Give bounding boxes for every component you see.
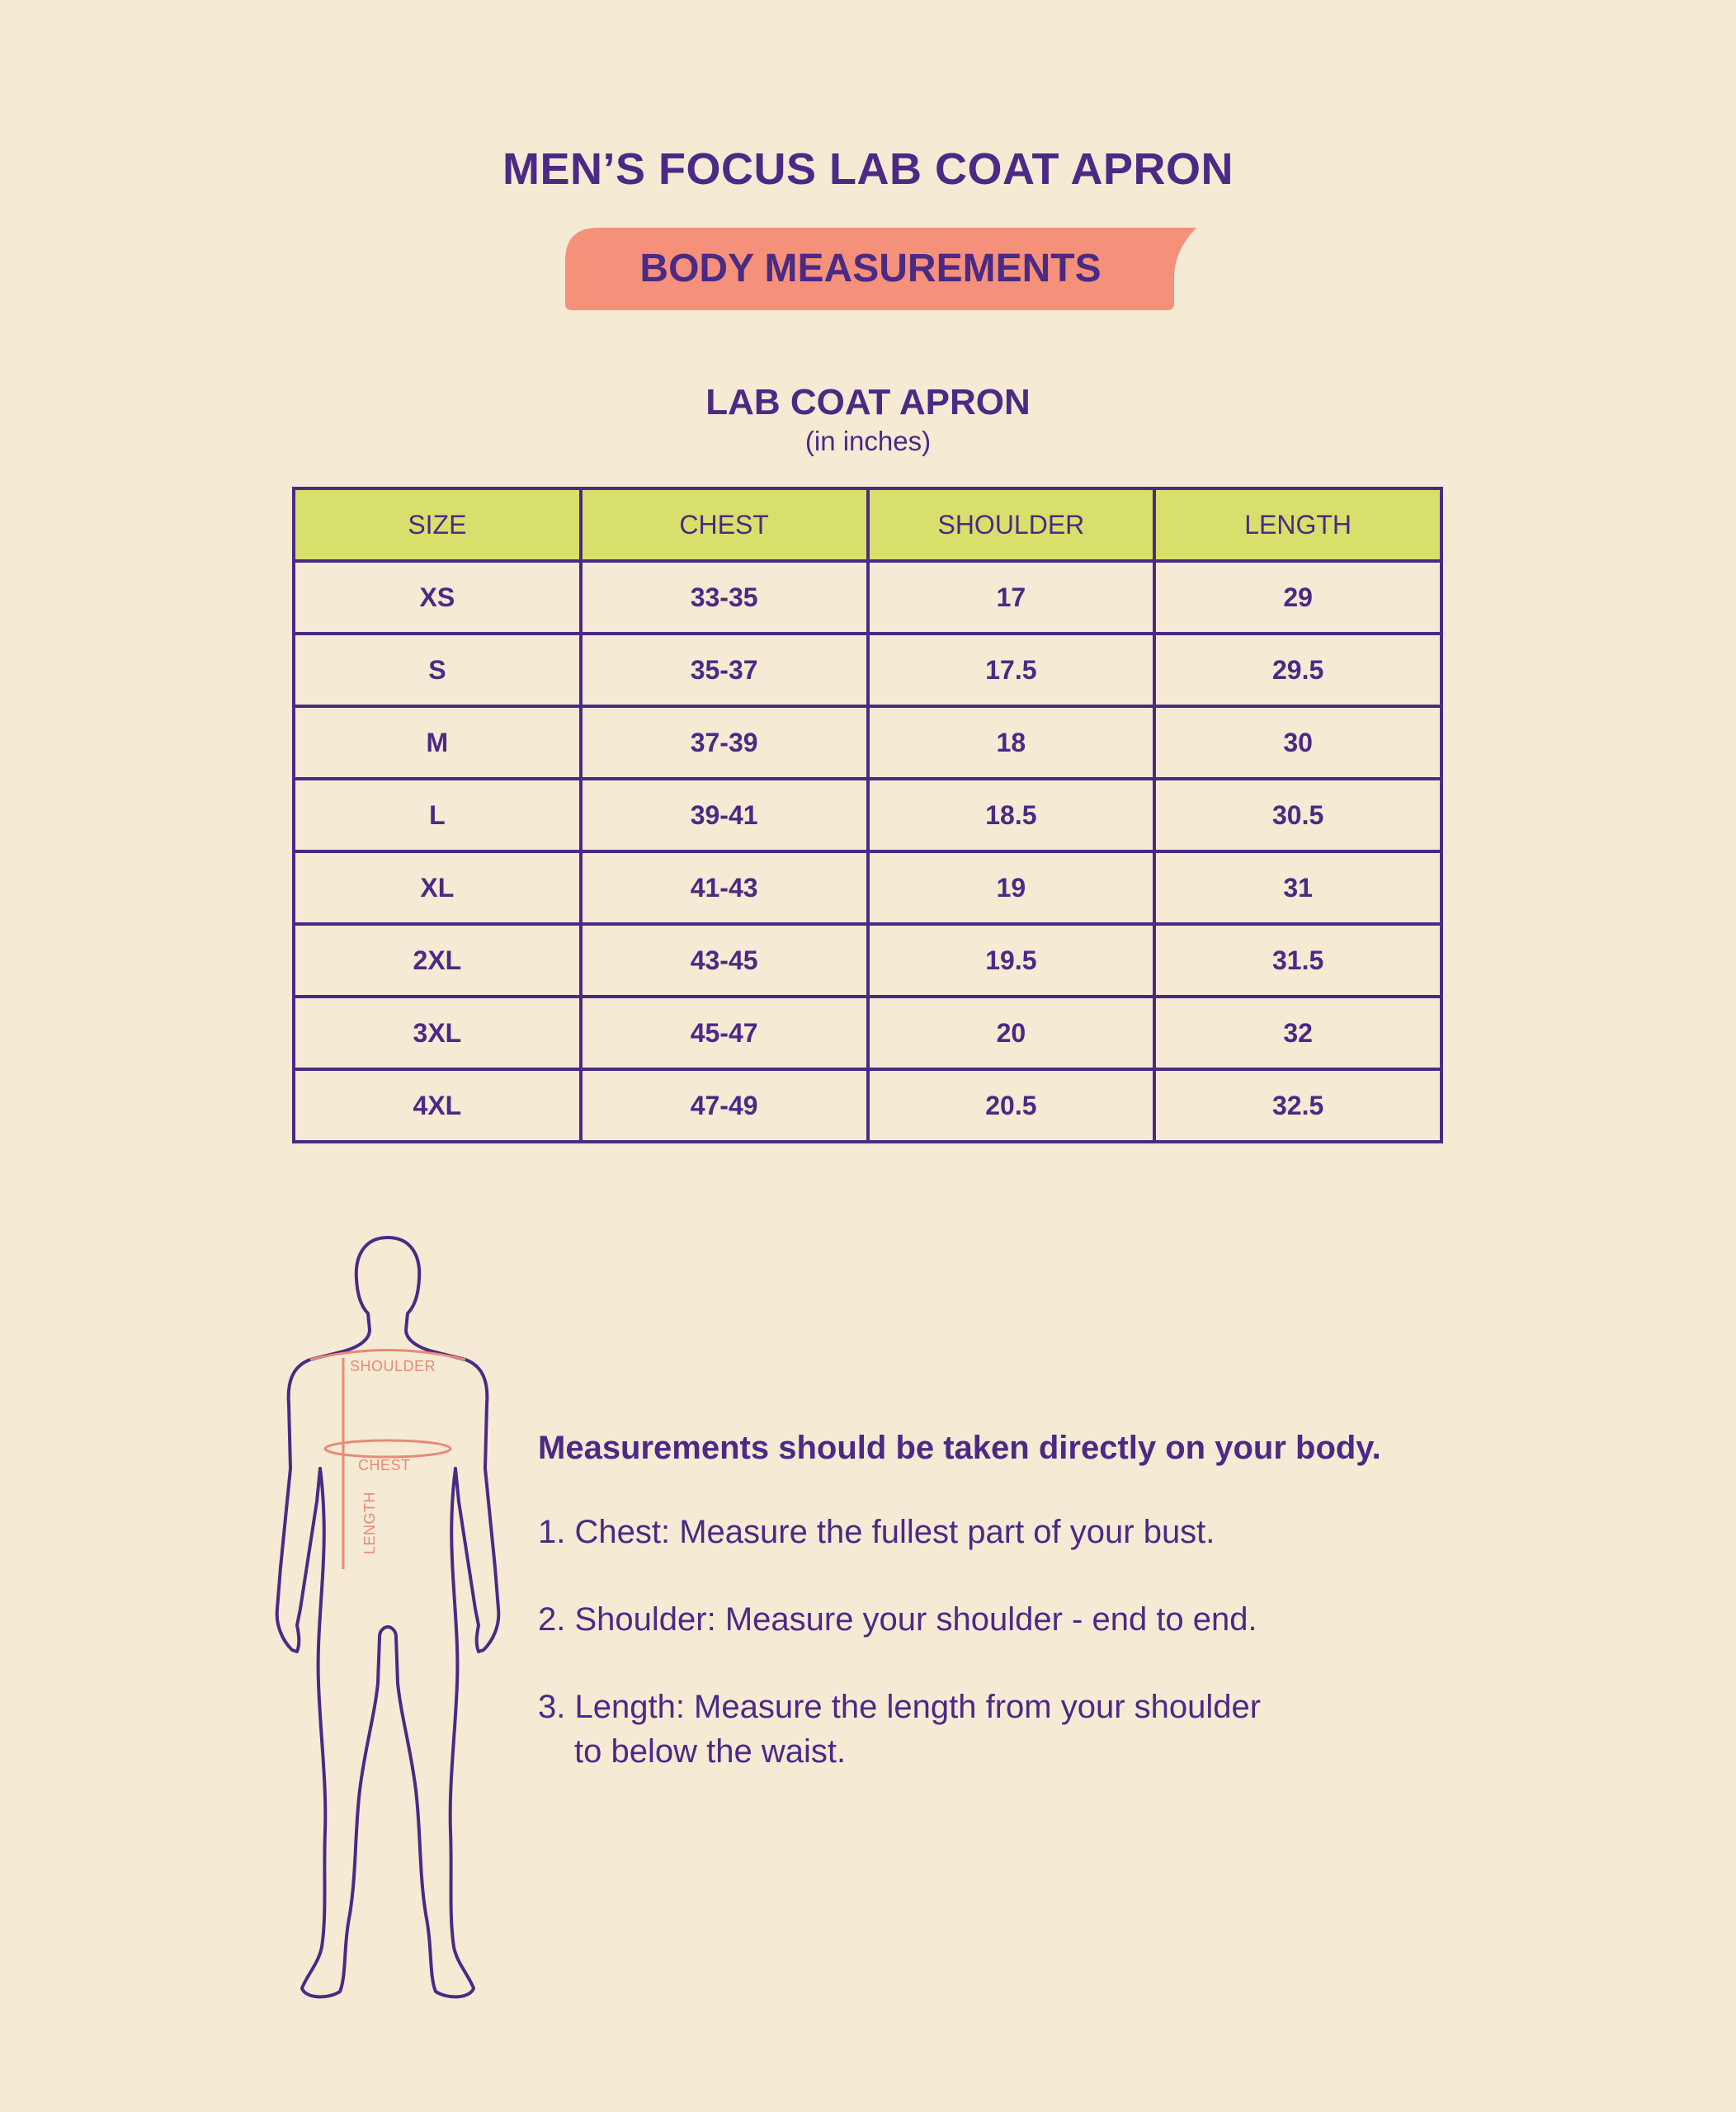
- column-header-chest: CHEST: [581, 488, 868, 561]
- table-row: [294, 1069, 1441, 1142]
- instructions-heading: Measurements should be taken directly on your body.: [538, 1430, 1381, 1466]
- size-chart-table: [292, 487, 1443, 1143]
- chest-cell: 45-47: [581, 997, 868, 1069]
- instruction-length-line1: 3. Length: Measure the length from your shoulder: [538, 1689, 1262, 1725]
- chest-label: CHEST: [358, 1457, 411, 1473]
- chest-cell: 33-35: [581, 561, 868, 634]
- table-row: [294, 779, 1441, 851]
- length-cell: 30: [1154, 706, 1441, 779]
- size-cell: XL: [294, 851, 581, 924]
- length-cell: 32.5: [1154, 1069, 1441, 1142]
- table-row: [294, 924, 1441, 997]
- chest-cell: 43-45: [581, 924, 868, 997]
- length-cell: 31.5: [1154, 924, 1441, 997]
- table-row: [294, 561, 1441, 634]
- instruction-length: [538, 1685, 1569, 1774]
- size-cell: M: [294, 706, 581, 779]
- chest-cell: 41-43: [581, 851, 868, 924]
- column-header-length: LENGTH: [1154, 488, 1441, 561]
- chest-cell: 35-37: [581, 634, 868, 706]
- size-cell: XS: [294, 561, 581, 634]
- shoulder-cell: 19: [868, 851, 1155, 924]
- shoulder-cell: 17.5: [868, 634, 1155, 706]
- shoulder-label: SHOULDER: [350, 1358, 436, 1374]
- chest-cell: 37-39: [581, 706, 868, 779]
- instruction-chest: 1. Chest: Measure the fullest part of your bust.: [538, 1514, 1215, 1550]
- body-figure: [264, 1221, 512, 2013]
- table-header-row: [294, 488, 1441, 561]
- table-row: [294, 997, 1441, 1069]
- column-header-shoulder: SHOULDER: [868, 488, 1155, 561]
- shoulder-cell: 20.5: [868, 1069, 1155, 1142]
- size-cell: S: [294, 634, 581, 706]
- chest-cell: 47-49: [581, 1069, 868, 1142]
- instruction-shoulder: 2. Shoulder: Measure your shoulder - end to end.: [538, 1601, 1257, 1638]
- shoulder-cell: 18.5: [868, 779, 1155, 851]
- size-cell: 4XL: [294, 1069, 581, 1142]
- section-banner: [565, 228, 1201, 310]
- table-subtitle: (in inches): [804, 426, 932, 456]
- column-header-size: SIZE: [294, 488, 581, 561]
- banner-label: BODY MEASUREMENTS: [639, 247, 1102, 290]
- chest-cell: 39-41: [581, 779, 868, 851]
- length-cell: 30.5: [1154, 779, 1441, 851]
- shoulder-cell: 18: [868, 706, 1155, 779]
- measurement-instructions: [538, 1426, 1569, 1817]
- body-outline-icon: [264, 1221, 512, 2013]
- length-label: LENGTH: [361, 1491, 378, 1554]
- length-cell: 29.5: [1154, 634, 1441, 706]
- instruction-length-line2: to below the waist.: [574, 1733, 847, 1770]
- size-cell: 3XL: [294, 997, 581, 1069]
- shoulder-cell: 17: [868, 561, 1155, 634]
- page-title: MEN’S FOCUS LAB COAT APRON: [502, 144, 1234, 194]
- length-cell: 29: [1154, 561, 1441, 634]
- length-cell: 32: [1154, 997, 1441, 1069]
- size-cell: L: [294, 779, 581, 851]
- shoulder-cell: 20: [868, 997, 1155, 1069]
- table-row: [294, 706, 1441, 779]
- table-row: [294, 851, 1441, 924]
- size-cell: 2XL: [294, 924, 581, 997]
- table-row: [294, 634, 1441, 706]
- shoulder-cell: 19.5: [868, 924, 1155, 997]
- length-cell: 31: [1154, 851, 1441, 924]
- table-title: LAB COAT APRON: [705, 382, 1031, 422]
